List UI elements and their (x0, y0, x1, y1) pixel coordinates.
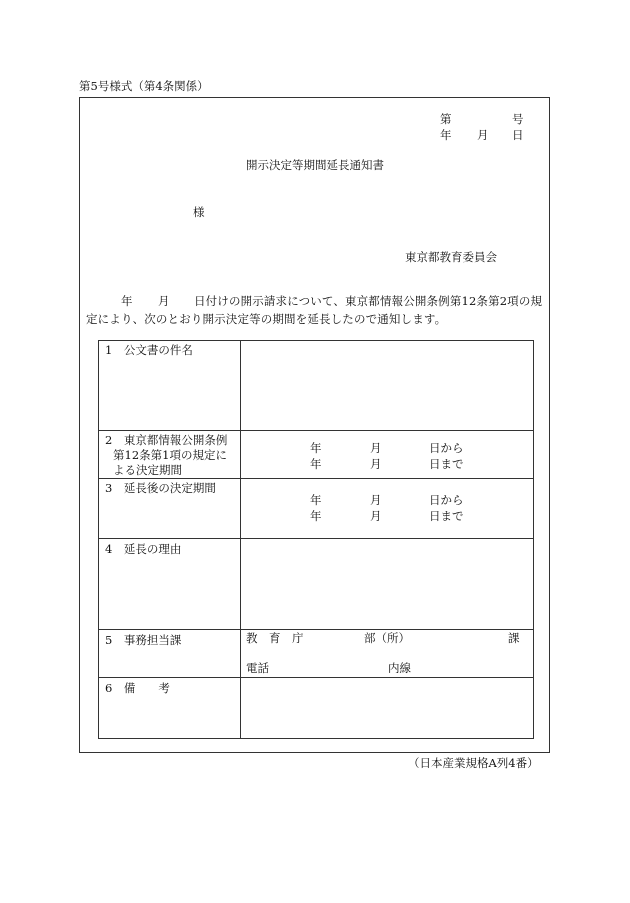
dept-division: 課 (508, 631, 520, 645)
issuer-name: 東京都教育委員会 (405, 250, 497, 264)
row2-to-year: 年 (310, 457, 322, 471)
row2-from-year: 年 (310, 441, 322, 455)
row2-to-month: 月 (370, 457, 382, 471)
paper-size-note: （日本産業規格A列4番） (408, 756, 539, 770)
addressee-suffix: 様 (193, 205, 205, 219)
document-title: 開示決定等期間延長通知書 (246, 158, 384, 172)
body-month: 月 (158, 294, 170, 308)
row-label-decision-period-l3: よる決定期間 (113, 463, 182, 477)
row3-from-year: 年 (310, 493, 322, 507)
row-label-decision-period-l2: 第12条第1項の規定に (113, 448, 227, 462)
doc-number-prefix: 第 (440, 112, 452, 126)
row-label-extended-period: 3 延長後の決定期間 (105, 481, 216, 495)
doc-date-day: 日 (512, 128, 524, 142)
dept-office: 教 育 庁 (246, 631, 304, 645)
table-row-divider (98, 629, 534, 630)
row-label-extension-reason: 4 延長の理由 (105, 542, 182, 556)
table-row-divider (98, 478, 534, 479)
body-text-line2: 定により、次のとおり開示決定等の期間を延長したので通知します。 (86, 312, 447, 326)
doc-date-month: 月 (477, 128, 489, 142)
dept-section: 部（所） (364, 631, 410, 645)
row3-from-day: 日から (429, 493, 464, 507)
table-row-divider (98, 538, 534, 539)
extension-label: 内線 (388, 661, 411, 675)
doc-number-suffix: 号 (512, 112, 524, 126)
table-row-divider (98, 430, 534, 431)
row-label-document-name: 1 公文書の件名 (105, 343, 193, 357)
doc-date-year: 年 (440, 128, 452, 142)
row-label-responsible-section: 5 事務担当課 (105, 633, 182, 647)
table-column-divider (240, 340, 241, 739)
table-row-divider (98, 677, 534, 678)
row2-to-day: 日まで (429, 457, 464, 471)
form-number: 第5号様式（第4条関係） (79, 79, 209, 93)
row3-to-month: 月 (370, 509, 382, 523)
body-year: 年 (121, 294, 133, 308)
row2-from-day: 日から (429, 441, 464, 455)
row-label-remarks: 6 備 考 (105, 681, 170, 695)
row3-from-month: 月 (370, 493, 382, 507)
details-table (98, 340, 534, 739)
row2-from-month: 月 (370, 441, 382, 455)
body-text-line1: 日付けの開示請求について、東京都情報公開条例第12条第2項の規 (194, 294, 543, 308)
row3-to-day: 日まで (429, 509, 464, 523)
row3-to-year: 年 (310, 509, 322, 523)
phone-label: 電話 (246, 661, 269, 675)
row-label-decision-period-l1: 2 東京都情報公開条例 (105, 433, 228, 447)
